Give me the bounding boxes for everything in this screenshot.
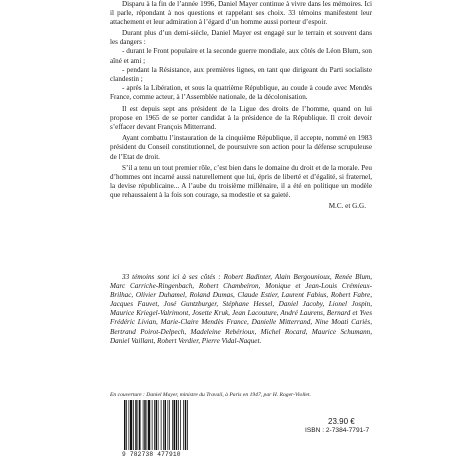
- barcode-bar: [163, 400, 164, 450]
- bullet-front-populaire: - durant le Front populaire et la seconde guerre mondiale, aux côtés de Léon Blum, son aîné et ami ;: [110, 47, 372, 65]
- ligue-paragraph: Il est depuis sept ans président de la Ligue des droits de l’homme, quand on lui propose en 1965 de se porter candidat à la présidence de la République. Il croit devoir s’effacer devant François Mitterrand.: [110, 105, 372, 132]
- droit-paragraph: S’il a tenu un tout premier rôle, c’est bien dans le domaine du droit et de la morale. Peu d’hommes ont incarné aussi naturellement que lui, épris de liberté et d’égalité, si fraternel, la devise républicaine... A l’aube du troisième millénaire, il a été en politique un modèle que rehaussaient à la fois son courage, sa modestie et sa gaieté.: [110, 163, 372, 199]
- signature: M.C. et G.G.: [328, 201, 366, 210]
- barcode-bar: [180, 400, 181, 450]
- barcode-bar: [165, 400, 167, 450]
- barcode-bar: [172, 400, 173, 450]
- barcode-bar: [156, 400, 158, 450]
- barcode-bar: [124, 400, 126, 450]
- cover-caption-text: En couverture : Daniel Mayer, ministre du Travail, à Paris en 1947, par H. Roger-Viollet.: [110, 392, 311, 398]
- barcode-bars: [122, 400, 214, 452]
- barcode-bar: [135, 400, 137, 450]
- barcode-bar: [148, 400, 150, 450]
- barcode-bar: [178, 400, 179, 450]
- cover-caption: [110, 392, 372, 399]
- barcode: [122, 400, 214, 452]
- engagement-paragraph: Durant plus d’un demi-siècle, Daniel Mayer est engagé sur le terrain et souvent dans les dangers :: [110, 29, 372, 47]
- barcode-bar: [139, 400, 141, 450]
- barcode-bar: [169, 400, 170, 450]
- barcode-bar: [130, 400, 132, 450]
- intro-paragraph: Disparu à la fin de l’année 1996, Daniel Mayer continue à vivre dans les mémoires. Ici il parle, répondant à nos questions et rappelant ses choix. 33 témoins manifestent leur attachement et leur admiration à l’égard d’un homme aussi porteur d’espoir.: [110, 0, 372, 27]
- barcode-bar: [161, 400, 162, 450]
- barcode-bar: [147, 400, 148, 450]
- barcode-bar: [187, 400, 188, 450]
- barcode-bar: [183, 400, 184, 450]
- barcode-bar: [133, 400, 134, 450]
- bullet-liberation: - après la Libération, et sous la quatrième République, au coude à coude avec Mendès France, comme acteur, à l’Assemblée nationale, de la décolonisation.: [110, 83, 372, 101]
- barcode-bar: [154, 400, 155, 450]
- barcode-bar: [185, 400, 187, 450]
- barcode-bar: [174, 400, 176, 450]
- summary-text: [110, 0, 372, 211]
- barcode-bar: [129, 400, 130, 450]
- barcode-bar: [152, 400, 153, 450]
- barcode-bar: [158, 400, 159, 450]
- barcode-bar: [176, 400, 178, 450]
- isbn: ISBN : 2-7384-7791-7: [305, 427, 370, 434]
- bullet-resistance: - pendant la Résistance, aux premières lignes, en tant que dirigeant du Parti socialiste clandestin ;: [110, 65, 372, 83]
- barcode-digits: 9 782738 477910: [122, 451, 181, 458]
- barcode-bar: [143, 400, 144, 450]
- witness-paragraph: 33 témoins sont ici à ses côtés : Robert Badinter, Alain Bergounioux, Renée Blum, Marc Carriche-Ringenbach, Robert Chambeiron, Monique et Jean-Louis Crémieux-Brilhac, Olivier Duhamel, Roland Dumas, Claude Estier, Laurent Fabius, Robert Fabre, Jacques Fauvet, José Guntzburger, Stéphane Hessel, Daniel Jacoby, Lionel Jospin, Maurice Kriegel-Valrimont, Josette Kruk, Jean Lacouture, André Laurens, Bernard et Yves Frédéric Livian, Marie-Claire Mendès France, Danielle Mitterrand, Nine Moati Cariès, Bertrand Poirot-Delpech, Madeleine Rebérioux, Michel Rocard, Maurice Schumann, Daniel Vaillant, Robert Verdier, Pierre Vidal-Naquet.: [110, 273, 372, 345]
- barcode-bar: [138, 400, 139, 450]
- witness-list: [110, 273, 372, 346]
- conseil-paragraph: Ayant combattu l’instauration de la cinquième République, il accepte, nommé en 1983 président du Conseil constitutionnel, de poursuivre son action pour la défense scrupuleuse de l’Etat de droit.: [110, 134, 372, 161]
- barcode-bar: [144, 400, 146, 450]
- price: 23.90 €: [328, 417, 355, 426]
- barcode-bar: [168, 400, 169, 450]
- barcode-bar: [126, 400, 127, 450]
